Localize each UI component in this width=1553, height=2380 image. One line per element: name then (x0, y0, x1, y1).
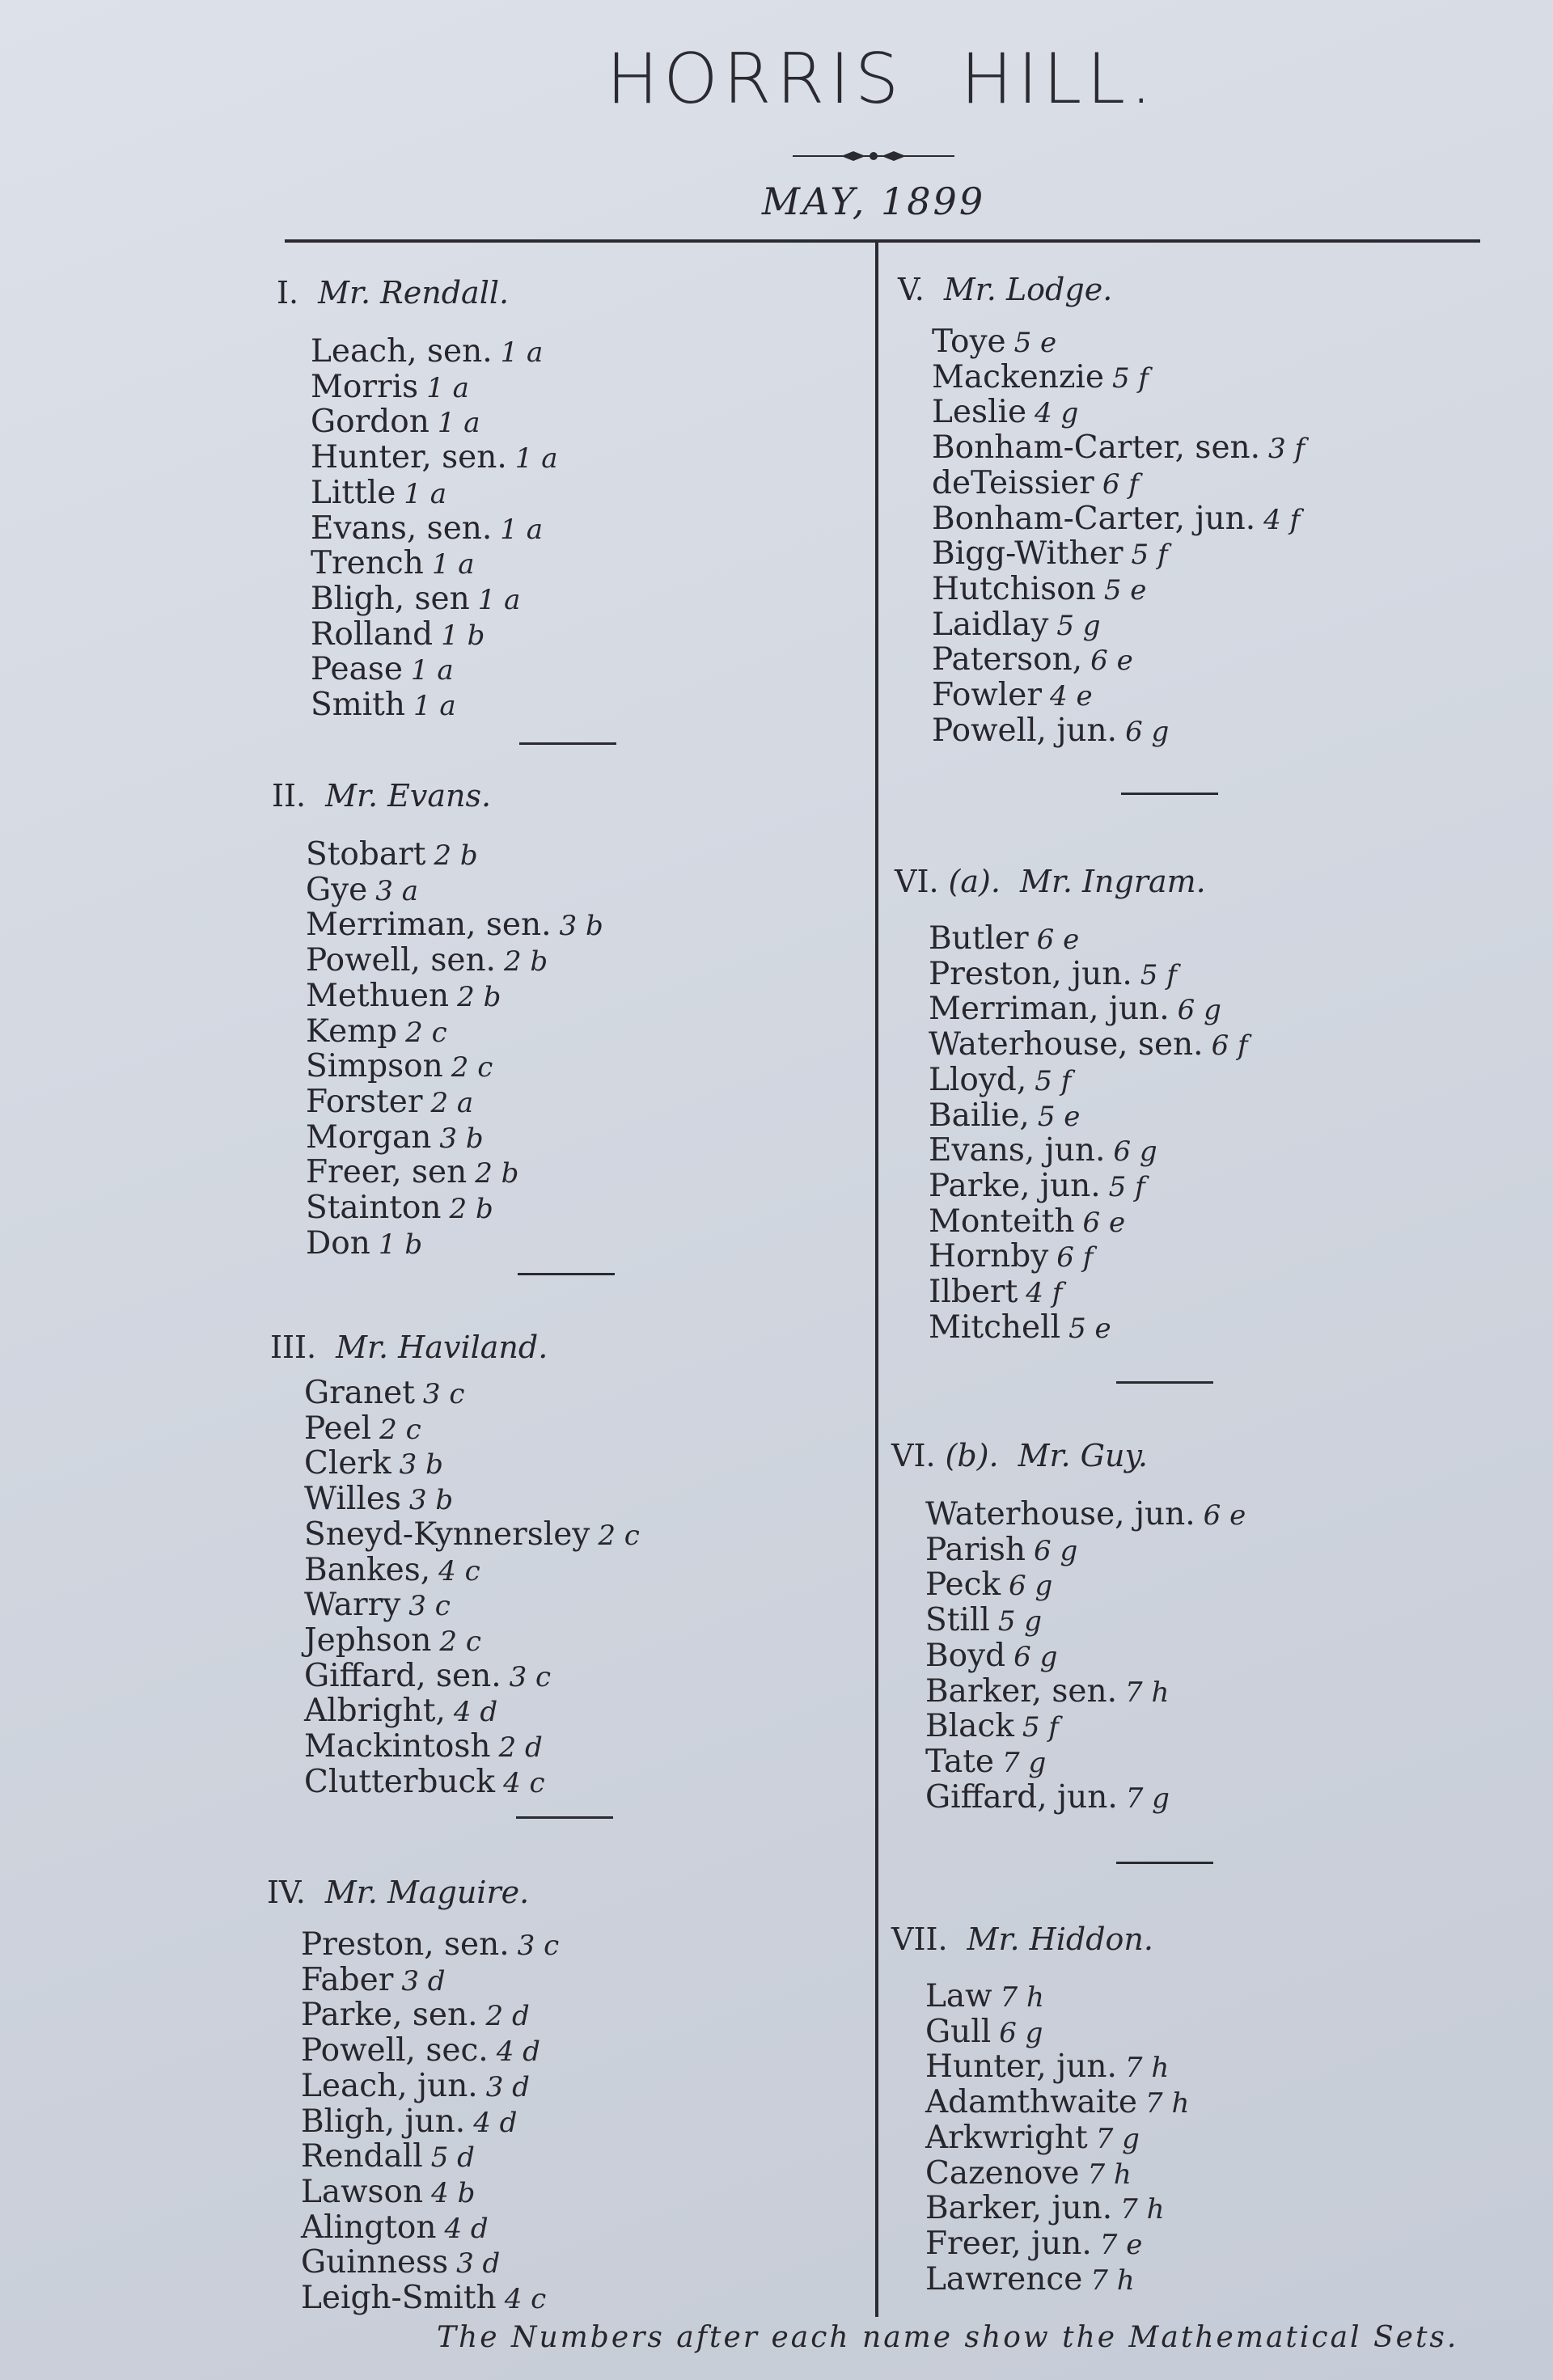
pupil-entry: Simpson 2 c (306, 1048, 493, 1085)
math-set: 3 c (509, 1660, 552, 1693)
pupil-entry: Parke, sen. 2 d (301, 1997, 530, 2034)
pupil-entry: Adamthwaite 7 h (925, 2084, 1190, 2121)
pupil-entry: Clutterbuck 4 c (304, 1763, 545, 1800)
pupil-entry: Sneyd-Kynnersley 2 c (304, 1516, 640, 1553)
pupil-entry: Bigg-Wither 5 f (932, 535, 1168, 573)
pupil-entry: Rolland 1 b (311, 615, 485, 653)
form-master: Mr. Rendall. (318, 275, 510, 311)
pupil-entry: Trench 1 a (311, 545, 475, 582)
pupil-entry: Freer, sen 2 b (306, 1154, 519, 1191)
pupil-entry: Waterhouse, sen. 6 f (929, 1026, 1248, 1063)
math-set: 6 e (1203, 1499, 1246, 1532)
section-numeral: III. (270, 1330, 317, 1365)
math-set: 1 a (437, 407, 480, 440)
form-section-i (277, 275, 557, 724)
pupil-entry: Merriman, jun. 6 g (929, 991, 1221, 1028)
pupil-entry: Fowler 4 e (932, 677, 1093, 714)
math-set: 1 a (431, 548, 475, 581)
math-set: 7 h (1087, 2158, 1132, 2191)
math-set: 7 h (1090, 2264, 1135, 2297)
title-right: HILL. (960, 39, 1157, 120)
pupil-entry: deTeissier 6 f (932, 464, 1139, 501)
pupil-list (311, 335, 557, 724)
math-set: 4 c (504, 2283, 547, 2316)
pupil-entry: Preston, jun. 5 f (929, 955, 1177, 992)
pupil-entry: Preston, sen. 3 c (301, 1926, 560, 1963)
math-set: 4 d (444, 2212, 489, 2245)
pupil-entry: Gye 3 a (306, 871, 418, 908)
pupil-entry: Bligh, jun. 4 d (301, 2103, 518, 2140)
math-set: 6 g (1113, 1135, 1157, 1169)
pupil-entry: Parke, jun. 5 f (929, 1167, 1145, 1204)
form-master: Mr. Hiddon. (967, 1921, 1153, 1957)
pupil-entry: Cazenove 7 h (925, 2154, 1132, 2192)
pupil-entry: Stobart 2 b (306, 836, 478, 873)
pupil-entry: Willes 3 b (304, 1481, 454, 1518)
pupil-list (929, 922, 1248, 1346)
math-set: 7 e (1099, 2228, 1143, 2261)
form-master: Mr. Lodge. (943, 272, 1113, 307)
math-set: 7 h (1124, 2052, 1170, 2085)
math-set: 5 f (1140, 958, 1177, 991)
math-set: 2 a (430, 1086, 474, 1119)
pupil-entry: Evans, jun. 6 g (929, 1132, 1157, 1169)
math-set: 5 d (430, 2141, 475, 2175)
math-set: 6 g (999, 2016, 1043, 2049)
math-set: 1 a (500, 513, 544, 546)
pupil-entry: Mackenzie 5 f (932, 358, 1149, 395)
math-set: 1 b (378, 1228, 423, 1261)
ornament-icon (793, 148, 954, 164)
math-set: 1 a (477, 583, 521, 616)
pupil-entry: Bankes, 4 c (304, 1551, 480, 1588)
section-divider (1116, 1381, 1213, 1384)
math-set: 1 b (441, 619, 485, 652)
section-heading (891, 1438, 1246, 1473)
section-heading (891, 1921, 1189, 1957)
pupil-entry: Barker, sen. 7 h (925, 1672, 1170, 1710)
form-section-iv (267, 1875, 559, 2317)
pupil-entry: Bligh, sen 1 a (311, 580, 521, 617)
top-rule (285, 239, 1480, 243)
pupil-entry: Faber 3 d (301, 1961, 446, 1998)
pupil-entry: Little 1 a (311, 474, 446, 511)
section-subdivision: (a). (948, 864, 1001, 899)
pupil-entry: Bonham-Carter, sen. 3 f (932, 429, 1305, 467)
section-heading (267, 1875, 559, 1910)
math-set: 3 c (408, 1590, 451, 1623)
math-set: 5 e (1068, 1312, 1111, 1345)
pupil-entry: Lloyd, 5 f (929, 1061, 1072, 1098)
math-set: 6 e (1082, 1206, 1126, 1239)
math-set: 5 g (997, 1605, 1043, 1638)
math-set: 2 c (451, 1051, 493, 1084)
math-set: 7 h (1145, 2087, 1190, 2120)
pupil-entry: Albright, 4 d (304, 1693, 498, 1730)
math-set: 3 c (517, 1930, 560, 1962)
math-set: 4 d (453, 1696, 498, 1729)
math-set: 7 h (1120, 2193, 1165, 2226)
math-set: 1 a (413, 690, 456, 723)
math-set: 6 g (1034, 1534, 1078, 1567)
pupil-entry: Leach, jun. 3 d (301, 2067, 530, 2104)
pupil-entry: Bailie, 5 e (929, 1097, 1081, 1134)
pupil-list (932, 325, 1305, 749)
math-set: 2 c (379, 1413, 421, 1446)
pupil-entry: Lawrence 7 h (925, 2260, 1135, 2298)
form-master: Mr. Evans. (325, 778, 492, 814)
pupil-entry: Pease 1 a (311, 651, 454, 688)
math-set: 3 c (422, 1378, 465, 1410)
pupil-entry: Gull 6 g (925, 2013, 1043, 2050)
section-numeral: V. (898, 272, 925, 307)
form-master: Mr. Haviland. (336, 1330, 548, 1365)
pupil-entry: Lawson 4 b (301, 2173, 476, 2210)
math-set: 5 f (1131, 539, 1168, 572)
pupil-entry: Hutchison 5 e (932, 570, 1147, 607)
pupil-entry: Powell, jun. 6 g (932, 712, 1170, 749)
pupil-entry: Peel 2 c (304, 1410, 421, 1447)
math-set: 5 e (1103, 573, 1147, 607)
math-set: 1 a (514, 442, 558, 476)
pupil-entry: Giffard, sen. 3 c (304, 1657, 552, 1694)
pupil-entry: Warry 3 c (304, 1587, 451, 1624)
pupil-entry: Methuen 2 b (306, 977, 501, 1014)
section-numeral: VII. (891, 1921, 948, 1957)
math-set: 3 f (1268, 433, 1305, 466)
math-set: 5 f (1035, 1064, 1072, 1097)
math-set: 2 c (439, 1625, 481, 1658)
math-set: 2 d (485, 2000, 530, 2033)
pupil-entry: Granet 3 c (304, 1375, 465, 1411)
pupil-entry: Boyd 6 g (925, 1637, 1058, 1674)
pupil-entry: Giffard, jun. 7 g (925, 1778, 1170, 1816)
math-set: 5 f (1022, 1711, 1059, 1744)
pupil-entry: Hunter, jun. 7 h (925, 2048, 1170, 2086)
pupil-entry: Stainton 2 b (306, 1190, 493, 1227)
math-set: 7 g (1125, 1782, 1170, 1815)
math-set: 6 f (1102, 467, 1139, 501)
form-section-ii (272, 778, 603, 1262)
page-title (170, 39, 1553, 120)
pupil-entry: Parish 6 g (925, 1531, 1078, 1568)
pupil-entry: Still 5 g (925, 1602, 1043, 1639)
math-set: 4 f (1263, 503, 1301, 536)
section-divider (516, 1816, 613, 1819)
math-set: 1 a (410, 654, 454, 687)
pupil-entry: Leigh-Smith 4 c (301, 2280, 547, 2317)
math-set: 1 a (404, 477, 446, 510)
section-heading (895, 864, 1248, 899)
pupil-entry: Arkwright 7 g (925, 2119, 1140, 2156)
pupil-entry: Law 7 h (925, 1978, 1044, 2014)
math-set: 3 a (375, 874, 418, 907)
pupil-entry: Hunter, sen. 1 a (311, 439, 558, 476)
math-set: 4 f (1026, 1277, 1063, 1310)
section-heading (272, 778, 603, 814)
pupil-entry: Powell, sec. 4 d (301, 2032, 540, 2069)
math-set: 3 d (401, 1964, 446, 1997)
math-set: 3 b (408, 1484, 454, 1517)
section-divider (1116, 1862, 1213, 1864)
math-set: 4 c (438, 1554, 480, 1587)
math-set: 3 b (439, 1122, 484, 1155)
pupil-entry: Laidlay 5 g (932, 606, 1101, 643)
pupil-entry: Butler 6 e (929, 920, 1080, 957)
section-numeral: VI. (895, 864, 939, 899)
math-set: 6 e (1036, 924, 1080, 956)
pupil-entry: Barker, jun. 7 h (925, 2190, 1165, 2227)
math-set: 6 g (1009, 1570, 1053, 1603)
pupil-entry: Morgan 3 b (306, 1118, 484, 1156)
math-set: 5 e (1013, 327, 1057, 359)
form-master: Mr. Guy. (1018, 1438, 1148, 1473)
math-set: 2 d (498, 1731, 543, 1765)
math-set: 3 d (456, 2247, 501, 2281)
math-set: 2 c (405, 1016, 447, 1049)
title-left: HORRIS (606, 39, 904, 120)
footnote: The Numbers after each name show the Mathematical Sets. (437, 2321, 1459, 2354)
form-master: Mr. Maguire. (324, 1875, 530, 1910)
math-set: 4 g (1035, 397, 1079, 430)
math-set: 2 c (598, 1519, 640, 1552)
math-set: 7 g (1002, 1746, 1047, 1779)
math-set: 4 e (1050, 680, 1093, 713)
math-set: 6 f (1056, 1241, 1094, 1275)
pupil-entry: Alington 4 d (301, 2209, 489, 2246)
section-numeral: I. (277, 275, 299, 311)
math-set: 4 d (496, 2035, 540, 2069)
math-set: 6 e (1090, 645, 1133, 678)
math-set: 5 g (1056, 609, 1101, 642)
pupil-entry: Leslie 4 g (932, 394, 1079, 431)
math-set: 7 h (1000, 1981, 1044, 2014)
pupil-entry: Mitchell 5 e (929, 1308, 1111, 1346)
math-set: 6 g (1177, 994, 1221, 1027)
pupil-entry: Rendall 5 d (301, 2138, 475, 2175)
pupil-entry: Bonham-Carter, jun. 4 f (932, 500, 1301, 537)
pupil-entry: Clerk 3 b (304, 1445, 443, 1482)
pupil-entry: Morris 1 a (311, 368, 469, 405)
section-heading (277, 275, 557, 311)
math-set: 2 b (475, 1157, 519, 1190)
pupil-list (925, 1980, 1189, 2298)
pupil-list (306, 838, 603, 1262)
section-divider (519, 742, 616, 745)
math-set: 3 b (559, 910, 603, 943)
pupil-list (304, 1376, 640, 1800)
column-divider (875, 243, 878, 2317)
pupil-entry: Waterhouse, jun. 6 e (925, 1496, 1246, 1532)
section-heading (270, 1330, 640, 1365)
pupil-entry: Jephson 2 c (304, 1621, 481, 1659)
pupil-entry: Guinness 3 d (301, 2244, 501, 2281)
math-set: 5 f (1111, 361, 1149, 395)
math-set: 6 g (1013, 1640, 1058, 1673)
math-set: 1 a (426, 371, 469, 404)
pupil-entry: Don 1 b (306, 1224, 423, 1262)
math-set: 5 f (1108, 1170, 1145, 1203)
math-set: 6 f (1211, 1029, 1248, 1063)
section-heading (898, 272, 1305, 307)
pupil-entry: Peck 6 g (925, 1566, 1053, 1604)
form-section-iii (270, 1330, 640, 1800)
pupil-entry: Powell, sen. 2 b (306, 942, 548, 979)
form-section-vii (891, 1921, 1189, 2298)
math-set: 7 h (1125, 1676, 1170, 1709)
pupil-entry: Mackintosh 2 d (304, 1728, 543, 1765)
pupil-entry: Kemp 2 c (306, 1012, 447, 1050)
math-set: 2 b (457, 980, 501, 1013)
pupil-entry: Toye 5 e (932, 323, 1057, 360)
math-set: 2 b (449, 1193, 493, 1226)
issue-date: MAY, 1899 (761, 180, 986, 223)
math-set: 2 b (503, 945, 548, 979)
pupil-list (301, 1928, 559, 2317)
section-numeral: II. (272, 778, 307, 814)
section-divider (1121, 793, 1218, 795)
form-section-v (898, 272, 1305, 749)
pupil-entry: Black 5 f (925, 1708, 1059, 1745)
pupil-entry: Hornby 6 f (929, 1238, 1094, 1275)
form-section-vi-b (891, 1438, 1246, 1816)
math-set: 6 g (1125, 715, 1170, 748)
form-section-vi-a (895, 864, 1248, 1346)
math-set: 1 a (500, 336, 544, 369)
section-divider (518, 1273, 615, 1275)
pupil-entry: Smith 1 a (311, 687, 456, 724)
section-numeral: VI. (891, 1438, 936, 1473)
math-set: 3 d (485, 2070, 530, 2103)
pupil-entry: Tate 7 g (925, 1743, 1047, 1780)
pupil-entry: Leach, sen. 1 a (311, 333, 544, 370)
math-set: 2 b (434, 839, 478, 872)
math-set: 3 b (399, 1448, 443, 1482)
pupil-entry: Evans, sen. 1 a (311, 509, 544, 547)
pupil-list (925, 1498, 1246, 1816)
pupil-entry: Ilbert 4 f (929, 1274, 1063, 1311)
pupil-entry: Monteith 6 e (929, 1203, 1126, 1240)
math-set: 7 g (1095, 2122, 1140, 2155)
pupil-entry: Freer, jun. 7 e (925, 2225, 1143, 2262)
pupil-entry: Forster 2 a (306, 1083, 474, 1120)
pupil-entry: Gordon 1 a (311, 404, 480, 441)
form-master: Mr. Ingram. (1019, 864, 1206, 899)
math-set: 5 e (1037, 1100, 1081, 1133)
section-numeral: IV. (267, 1875, 306, 1910)
pupil-entry: Paterson, 6 e (932, 641, 1133, 678)
section-subdivision: (b). (945, 1438, 999, 1473)
math-set: 4 c (503, 1766, 545, 1799)
math-set: 4 b (431, 2176, 476, 2209)
math-set: 4 d (473, 2106, 518, 2139)
pupil-entry: Merriman, sen. 3 b (306, 907, 603, 944)
